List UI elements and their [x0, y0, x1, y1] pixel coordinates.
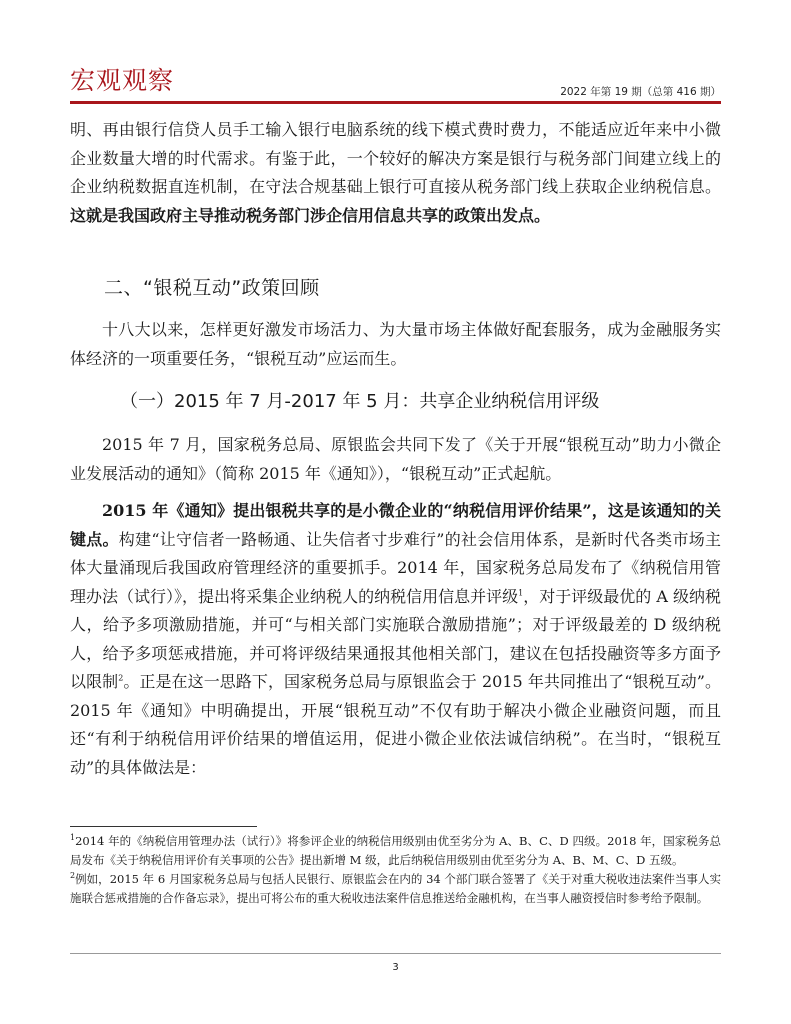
footer-divider	[70, 953, 721, 954]
intro-text: 明、再由银行信贷人员手工输入银行电脑系统的线下模式费时费力，不能适应近年来中小微企业数量大增的时代需求。有鉴于此，一个较好的解决方案是银行与税务部门间建立线上的企业纳税数据直连机制，在守法合规基础上银行可直接从税务部门线上获取企业纳税信息。	[70, 120, 721, 196]
section-heading: 二、“银税互动”政策回顾	[104, 277, 320, 299]
paragraph-2	[70, 497, 721, 782]
section-intro: 十八大以来，怎样更好激发市场活力、为大量市场主体做好配套服务，成为金融服务实体经济的一项重要任务，“银税互动”应运而生。	[70, 320, 721, 368]
paragraph-1: 2015 年 7 月，国家税务总局、原银监会共同下发了《关于开展“银税互动”助力小微企业发展活动的通知》（简称 2015 年《通知》），“银税互动”正式起航。	[70, 435, 721, 483]
page-number: 3	[392, 962, 399, 973]
paragraph-2-text-b: ，对于评级最优的 A 级纳税人，给予多项激励措施，并可“与相关部门实施联合激励措施”；对于评级最差的 D 级纳税人，给予多项惩戒措施，并可将评级结果通报其他相关部门，建议在包括投融资等多方面予以限制	[70, 586, 721, 691]
paragraph-2-text-a: 构建“让守信者一路畅通、让失信者寸步难行”的社会信用体系，是新时代各类市场主体大量涌现后我国政府管理经济的重要抓手。2014 年，国家税务总局发布了《纳税信用管理办法（试行）》，提出将采集企业纳税人的纳税信用信息并评级	[70, 529, 721, 606]
footnote-mark: 2	[70, 871, 76, 881]
footnote-1	[70, 832, 721, 870]
intro-paragraph	[70, 116, 721, 230]
footnote-mark: 1	[70, 833, 76, 843]
intro-bold: 这就是我国政府主导推动税务部门涉企信用信息共享的政策出发点。	[70, 205, 551, 225]
subsection-heading: （一）2015 年 7 月-2017 年 5 月：共享企业纳税信用评级	[120, 391, 600, 412]
footnote-ref-2[interactable]: 2	[118, 673, 124, 683]
footnote-text: 2014 年的《纳税信用管理办法（试行）》将参评企业的纳税信用级别由优至劣分为 A、B、C、D 四级。2018 年，国家税务总局发布《关于纳税信用评价有关事项的公告》提出新增 M 级，此后纳税信用级别由优至劣分为 A、B、M、C、D 五级。	[70, 834, 721, 867]
header-divider	[70, 101, 721, 104]
issue-number: 2022 年第 19 期（总第 416 期）	[560, 86, 721, 98]
footnote-ref-1[interactable]: 1	[518, 588, 524, 598]
footnote-divider	[70, 826, 257, 827]
footnote-2	[70, 870, 721, 908]
header-title: 宏观观察	[70, 66, 175, 95]
footnotes	[70, 832, 721, 908]
footnote-text: 例如，2015 年 6 月国家税务总局与包括人民银行、原银监会在内的 34 个部门联合签署了《关于对重大税收违法案件当事人实施联合惩戒措施的合作备忘录》，提出可将公布的重大税收违法案件信息推送给金融机构，在当事人融资授信时参考给予限制。	[70, 872, 721, 905]
paragraph-2-bold: 2015 年《通知》提出银税共享的是小微企业的“纳税信用评价结果”，这是该通知的关键点。	[70, 501, 721, 549]
paragraph-2-text-c: 。正是在这一思路下，国家税务总局与原银监会于 2015 年共同推出了“银税互动”。2015 年《通知》中明确提出，开展“银税互动”不仅有助于解决小微企业融资问题，而且还“有利于纳税信用评价结果的增值运用，促进小微企业依法诚信纳税”。在当时，“银税互动”的具体做法是：	[70, 672, 721, 777]
